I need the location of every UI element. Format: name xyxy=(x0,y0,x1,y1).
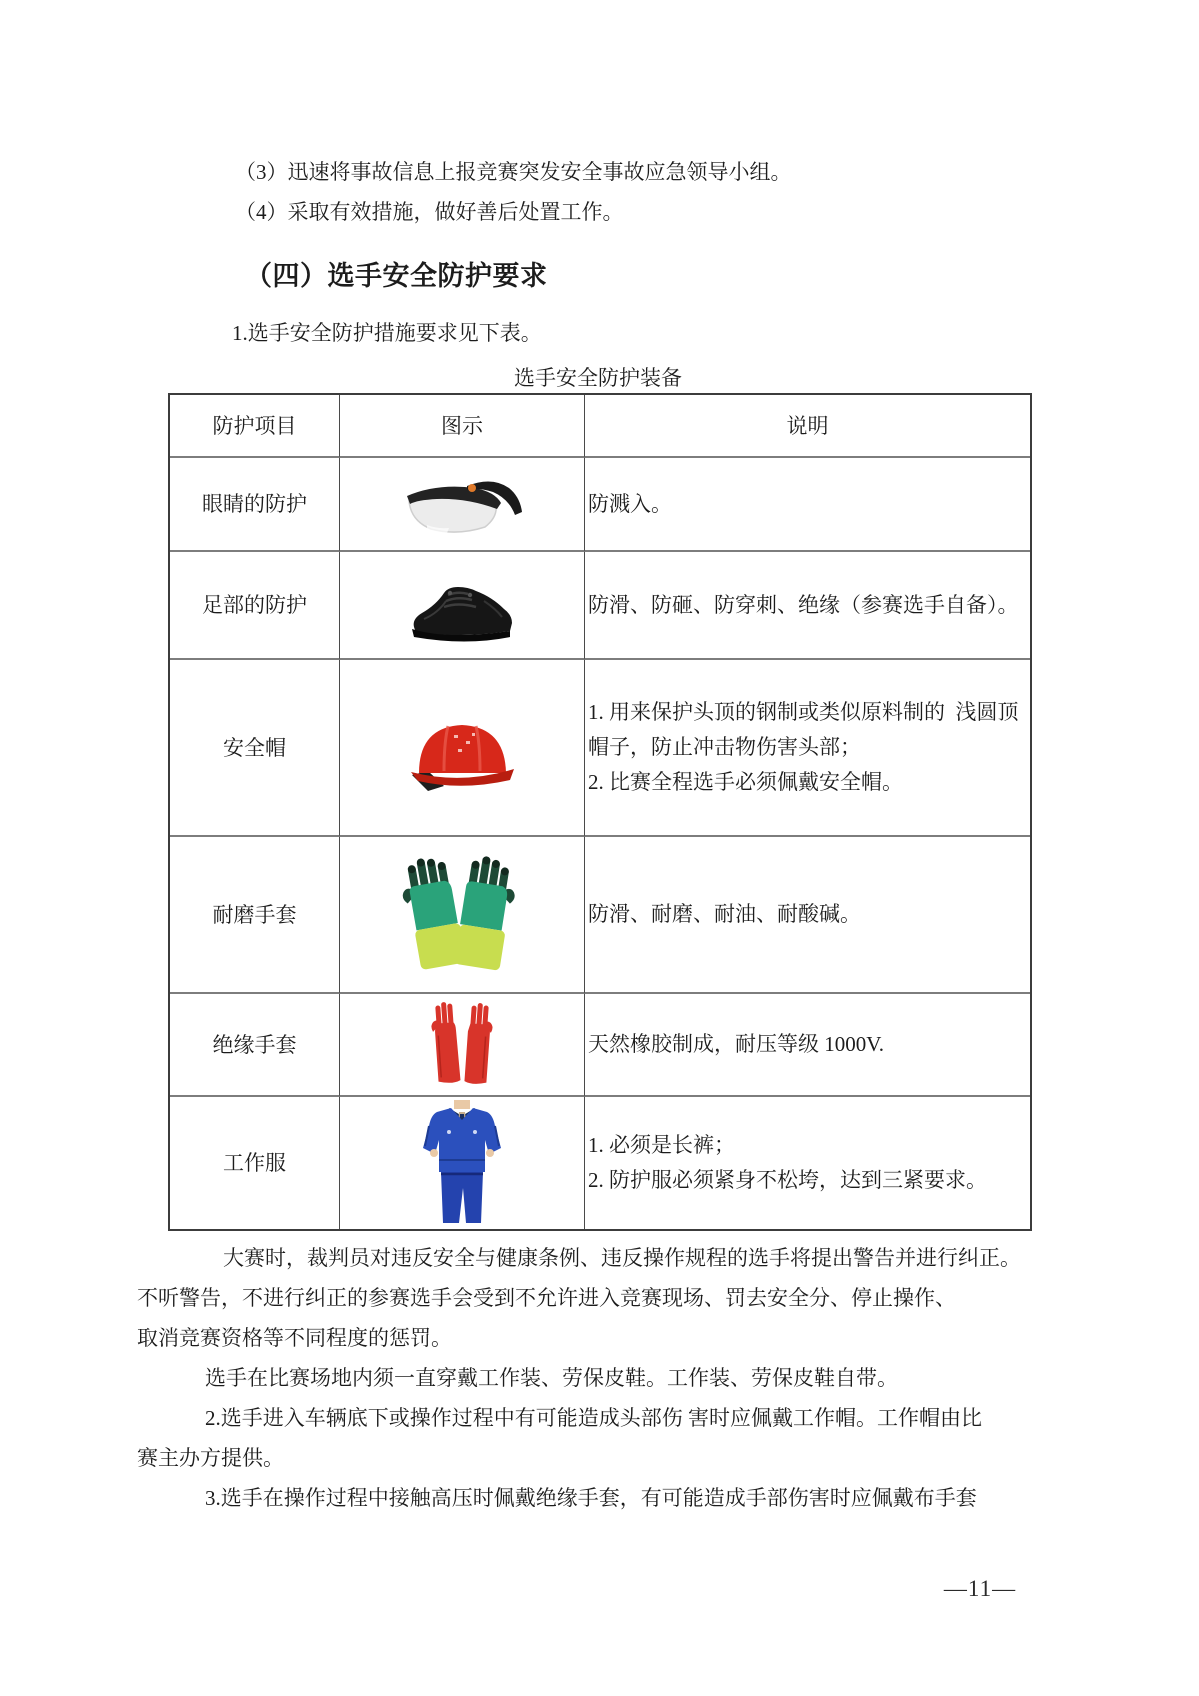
safety-shoe-icon xyxy=(406,575,518,645)
section-heading: （四）选手安全防护要求 xyxy=(245,261,548,291)
list-item-4: （4）采取有效措施，做好善后处置工作。 xyxy=(235,200,624,224)
description-line: 帽子，防止冲击物伤害头部； xyxy=(588,735,861,759)
description-line: 2. 防护服必须紧身不松垮，达到三紧要求。 xyxy=(588,1168,987,1192)
table-row-illustration xyxy=(340,660,585,837)
paragraph-line: 不听警告，不进行纠正的参赛选手会受到不允许进入竞赛现场、罚去安全分、停止操作、 xyxy=(137,1286,956,1310)
paragraph-line: 2.选手进入车辆底下或操作过程中有可能造成头部伤 害时应佩戴工作帽。工作帽由比 xyxy=(205,1406,982,1430)
table-row-item-label: 眼睛的防护 xyxy=(170,458,340,552)
table-caption: 选手安全防护装备 xyxy=(514,366,682,390)
insulating-gloves-icon xyxy=(430,1001,494,1089)
wear-resistant-gloves-icon xyxy=(400,854,524,976)
paragraph-line: 选手在比赛场地内须一直穿戴工作装、劳保皮鞋。工作装、劳保皮鞋自带。 xyxy=(205,1366,898,1390)
table-row-item-label: 耐磨手套 xyxy=(170,837,340,994)
column-header-illustration: 图示 xyxy=(340,395,585,458)
table-row-item-label: 工作服 xyxy=(170,1097,340,1229)
paragraph-line: 3.选手在操作过程中接触高压时佩戴绝缘手套，有可能造成手部伤害时应佩戴布手套 xyxy=(205,1486,977,1510)
page-number: —11— xyxy=(943,1576,1017,1601)
description-line: 防滑、防砸、防穿刺、绝缘（参赛选手自备）。 xyxy=(588,592,1019,617)
paragraph-line: 赛主办方提供。 xyxy=(137,1446,284,1470)
table-row-illustration xyxy=(340,994,585,1097)
safety-helmet-icon xyxy=(406,711,518,799)
intro-line: 1.选手安全防护措施要求见下表。 xyxy=(232,321,542,345)
description-line: 防滑、耐磨、耐油、耐酸碱。 xyxy=(588,902,861,926)
safety-glasses-icon xyxy=(397,469,527,539)
table-row-description xyxy=(585,660,1030,837)
table-row-item-label: 安全帽 xyxy=(170,660,340,837)
work-clothes-icon xyxy=(405,1100,519,1226)
table-row-illustration xyxy=(340,837,585,994)
table-row-description xyxy=(585,552,1030,660)
table-row-illustration xyxy=(340,458,585,552)
description-line: 天然橡胶制成，耐压等级 1000V. xyxy=(588,1032,884,1056)
paragraph-line: 取消竞赛资格等不同程度的惩罚。 xyxy=(137,1326,452,1350)
table-row-description xyxy=(585,837,1030,994)
table-row-description xyxy=(585,458,1030,552)
table-row-illustration xyxy=(340,1097,585,1229)
table-row-item-label: 足部的防护 xyxy=(170,552,340,660)
safety-equipment-table xyxy=(168,393,1032,1231)
table-row-description xyxy=(585,1097,1030,1229)
column-header-item: 防护项目 xyxy=(170,395,340,458)
description-line: 防溅入。 xyxy=(588,491,672,516)
description-line: 1. 用来保护头顶的钢制或类似原料制的 浅圆顶 xyxy=(588,700,1019,724)
paragraph-line: 大赛时，裁判员对违反安全与健康条例、违反操作规程的选手将提出警告并进行纠正。 xyxy=(223,1246,1021,1270)
column-header-description: 说明 xyxy=(585,395,1030,458)
table-row-illustration xyxy=(340,552,585,660)
table-row-item-label: 绝缘手套 xyxy=(170,994,340,1097)
list-item-3: （3）迅速将事故信息上报竞赛突发安全事故应急领导小组。 xyxy=(235,160,792,184)
description-line: 1. 必须是长裤； xyxy=(588,1133,735,1157)
table-row-description xyxy=(585,994,1030,1097)
description-line: 2. 比赛全程选手必须佩戴安全帽。 xyxy=(588,770,903,794)
